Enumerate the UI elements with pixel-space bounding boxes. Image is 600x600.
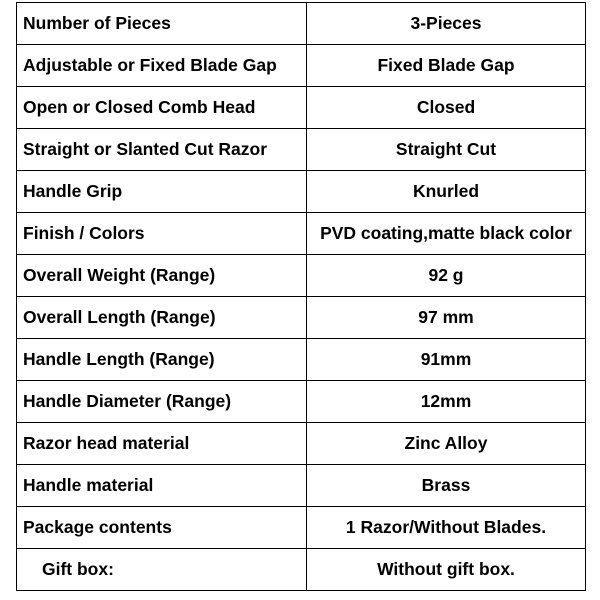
spec-label: Finish / Colors <box>17 213 307 255</box>
table-row <box>17 255 586 297</box>
spec-label: Straight or Slanted Cut Razor <box>17 129 307 171</box>
table-row <box>17 171 586 213</box>
table-row <box>17 297 586 339</box>
table-row <box>17 549 586 591</box>
spec-label: Adjustable or Fixed Blade Gap <box>17 45 307 87</box>
table-row <box>17 381 586 423</box>
spec-value: Without gift box. <box>307 549 586 591</box>
table-row <box>17 45 586 87</box>
spec-label: Overall Length (Range) <box>17 297 307 339</box>
spec-value: 92 g <box>307 255 586 297</box>
spec-value: 12mm <box>307 381 586 423</box>
spec-label: Handle Length (Range) <box>17 339 307 381</box>
table-row <box>17 3 586 45</box>
spec-value: 3-Pieces <box>307 3 586 45</box>
spec-value: 97 mm <box>307 297 586 339</box>
table-row <box>17 465 586 507</box>
spec-value: 91mm <box>307 339 586 381</box>
spec-label: Number of Pieces <box>17 3 307 45</box>
table-row <box>17 339 586 381</box>
spec-label: Gift box: <box>17 549 307 591</box>
table-row <box>17 213 586 255</box>
spec-label: Package contents <box>17 507 307 549</box>
spec-value: Zinc Alloy <box>307 423 586 465</box>
spec-value: PVD coating,matte black color <box>307 213 586 255</box>
spec-label: Handle material <box>17 465 307 507</box>
spec-value: Knurled <box>307 171 586 213</box>
spec-label: Handle Grip <box>17 171 307 213</box>
table-row <box>17 507 586 549</box>
spec-value: Straight Cut <box>307 129 586 171</box>
spec-value: Brass <box>307 465 586 507</box>
spec-label: Open or Closed Comb Head <box>17 87 307 129</box>
table-row <box>17 129 586 171</box>
spec-value: 1 Razor/Without Blades. <box>307 507 586 549</box>
table-row <box>17 423 586 465</box>
spec-table <box>16 2 586 591</box>
spec-label: Razor head material <box>17 423 307 465</box>
spec-label: Overall Weight (Range) <box>17 255 307 297</box>
spec-value: Fixed Blade Gap <box>307 45 586 87</box>
spec-value: Closed <box>307 87 586 129</box>
table-row <box>17 87 586 129</box>
spec-label: Handle Diameter (Range) <box>17 381 307 423</box>
